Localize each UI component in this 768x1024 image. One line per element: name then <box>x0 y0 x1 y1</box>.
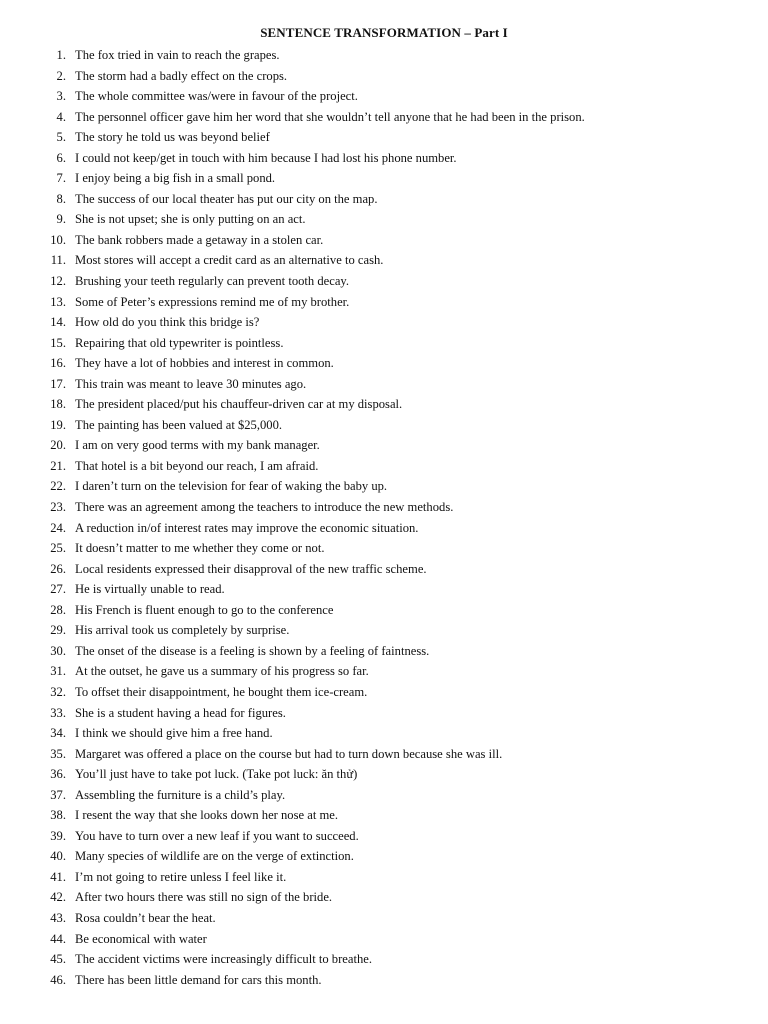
item-text: I’m not going to retire unless I feel like it. <box>75 869 287 884</box>
item-text: There has been little demand for cars this month. <box>75 972 322 987</box>
item-number: 14. <box>50 315 66 330</box>
list-item <box>36 723 736 744</box>
item-number: 23. <box>50 500 66 515</box>
item-number: 26. <box>50 561 66 576</box>
list-item <box>36 887 736 908</box>
item-number: 46. <box>50 972 66 987</box>
item-number: 19. <box>50 417 66 432</box>
list-item <box>36 107 736 128</box>
list-item <box>36 435 736 456</box>
item-number: 17. <box>50 376 66 391</box>
list-item <box>36 908 736 929</box>
list-item <box>36 497 736 518</box>
list-item <box>36 929 736 950</box>
item-number: 29. <box>50 623 66 638</box>
item-text: The story he told us was beyond belief <box>75 130 270 145</box>
list-item <box>36 209 736 230</box>
list-item <box>36 867 736 888</box>
list-item <box>36 579 736 600</box>
item-text: I enjoy being a big fish in a small pond. <box>75 171 276 186</box>
list-item <box>36 538 736 559</box>
item-text: Most stores will accept a credit card as an alternative to cash. <box>75 253 384 268</box>
list-item <box>36 333 736 354</box>
item-number: 30. <box>50 643 66 658</box>
item-number: 39. <box>50 828 66 843</box>
item-number: 8. <box>56 191 66 206</box>
item-number: 13. <box>50 294 66 309</box>
list-item <box>36 168 736 189</box>
item-text: How old do you think this bridge is? <box>75 315 260 330</box>
item-text: She is not upset; she is only putting on an act. <box>75 212 306 227</box>
list-item <box>36 148 736 169</box>
item-text: The painting has been valued at $25,000. <box>75 417 283 432</box>
list-item <box>36 970 736 991</box>
item-text: The onset of the disease is a feeling is shown by a feeling of faintness. <box>75 643 430 658</box>
list-item <box>36 353 736 374</box>
item-text: She is a student having a head for figures. <box>75 705 286 720</box>
list-item <box>36 600 736 621</box>
list-item <box>36 189 736 210</box>
page-title: SENTENCE TRANSFORMATION – Part I <box>260 25 508 40</box>
list-item <box>36 641 736 662</box>
item-text: I think we should give him a free hand. <box>75 726 273 741</box>
item-number: 4. <box>56 109 66 124</box>
item-number: 25. <box>50 541 66 556</box>
item-text: I could not keep/get in touch with him because I had lost his phone number. <box>75 150 457 165</box>
item-number: 3. <box>56 89 66 104</box>
list-item <box>36 312 736 333</box>
item-text: The whole committee was/were in favour of the project. <box>75 89 358 104</box>
item-text: Brushing your teeth regularly can prevent tooth decay. <box>75 274 350 289</box>
list-item <box>36 559 736 580</box>
list-item <box>36 292 736 313</box>
list-item <box>36 230 736 251</box>
item-number: 35. <box>50 746 66 761</box>
item-number: 42. <box>50 890 66 905</box>
list-item <box>36 949 736 970</box>
list-item <box>36 45 736 66</box>
item-number: 32. <box>50 684 66 699</box>
list-item <box>36 764 736 785</box>
list-item <box>36 826 736 847</box>
item-text: There was an agreement among the teachers to introduce the new methods. <box>75 500 454 515</box>
item-text: To offset their disappointment, he bought them ice-cream. <box>75 684 368 699</box>
list-item <box>36 476 736 497</box>
item-number: 7. <box>56 171 66 186</box>
item-number: 36. <box>50 767 66 782</box>
item-text: This train was meant to leave 30 minutes ago. <box>75 376 307 391</box>
item-text: Local residents expressed their disapproval of the new traffic scheme. <box>75 561 427 576</box>
item-text: I am on very good terms with my bank manager. <box>75 438 320 453</box>
list-item <box>36 456 736 477</box>
item-number: 33. <box>50 705 66 720</box>
item-text: The president placed/put his chauffeur-driven car at my disposal. <box>75 397 403 412</box>
item-number: 16. <box>50 356 66 371</box>
item-text: Rosa couldn’t bear the heat. <box>75 910 216 925</box>
item-text: That hotel is a bit beyond our reach, I am afraid. <box>75 458 319 473</box>
list-item <box>36 271 736 292</box>
item-text: His French is fluent enough to go to the conference <box>75 602 334 617</box>
list-item <box>36 66 736 87</box>
item-text: I daren’t turn on the television for fear of waking the baby up. <box>75 479 388 494</box>
item-text: The storm had a badly effect on the crops. <box>75 68 288 83</box>
item-number: 15. <box>50 335 66 350</box>
item-number: 21. <box>50 458 66 473</box>
item-text: After two hours there was still no sign of the bride. <box>75 890 333 905</box>
item-text: Assembling the furniture is a child’s play. <box>75 787 286 802</box>
list-item <box>36 805 736 826</box>
list-item <box>36 250 736 271</box>
item-number: 11. <box>50 253 66 268</box>
item-number: 31. <box>50 664 66 679</box>
list-item <box>36 846 736 867</box>
item-text: He is virtually unable to read. <box>75 582 225 597</box>
item-number: 40. <box>50 849 66 864</box>
item-number: 12. <box>50 274 66 289</box>
item-number: 24. <box>50 520 66 535</box>
item-text: I resent the way that she looks down her nose at me. <box>75 808 338 823</box>
item-number: 18. <box>50 397 66 412</box>
item-text: His arrival took us completely by surprise. <box>75 623 290 638</box>
item-number: 44. <box>50 931 66 946</box>
item-number: 37. <box>50 787 66 802</box>
item-number: 41. <box>50 869 66 884</box>
sentence-list <box>36 45 736 990</box>
item-text: A reduction in/of interest rates may improve the economic situation. <box>75 520 419 535</box>
item-text: The fox tried in vain to reach the grapes. <box>75 48 280 62</box>
item-number: 28. <box>50 602 66 617</box>
list-item <box>36 394 736 415</box>
list-item <box>36 86 736 107</box>
item-number: 22. <box>50 479 66 494</box>
list-item <box>36 682 736 703</box>
item-text: The personnel officer gave him her word that she wouldn’t tell anyone that he had been in the prison. <box>75 109 585 124</box>
item-text: Many species of wildlife are on the verge of extinction. <box>75 849 354 864</box>
list-item <box>36 785 736 806</box>
item-number: 5. <box>56 130 66 145</box>
item-text: Some of Peter’s expressions remind me of my brother. <box>75 294 350 309</box>
item-number: 2. <box>56 68 66 83</box>
item-number: 20. <box>50 438 66 453</box>
item-text: At the outset, he gave us a summary of his progress so far. <box>75 664 369 679</box>
list-item <box>36 518 736 539</box>
list-item <box>36 415 736 436</box>
list-item <box>36 661 736 682</box>
list-item <box>36 127 736 148</box>
item-number: 43. <box>50 910 66 925</box>
list-item <box>36 374 736 395</box>
item-text: The bank robbers made a getaway in a stolen car. <box>75 232 324 247</box>
item-text: You have to turn over a new leaf if you want to succeed. <box>75 828 359 843</box>
item-number: 6. <box>56 150 66 165</box>
item-text: Margaret was offered a place on the course but had to turn down because she was ill. <box>75 746 503 761</box>
item-text: The accident victims were increasingly difficult to breathe. <box>75 952 373 967</box>
list-item <box>36 620 736 641</box>
item-number: 27. <box>50 582 66 597</box>
item-number: 38. <box>50 808 66 823</box>
item-number: 45. <box>50 952 66 967</box>
item-text: Be economical with water <box>75 931 207 946</box>
item-text: You’ll just have to take pot luck. (Take pot luck: ăn thử) <box>75 767 358 782</box>
item-number: 9. <box>56 212 66 227</box>
item-text: It doesn’t matter to me whether they come or not. <box>75 541 325 556</box>
item-text: Repairing that old typewriter is pointless. <box>75 335 284 350</box>
item-text: The success of our local theater has put our city on the map. <box>75 191 378 206</box>
item-text: They have a lot of hobbies and interest in common. <box>75 356 334 371</box>
item-number: 1. <box>56 48 66 62</box>
list-item <box>36 744 736 765</box>
item-number: 10. <box>50 232 66 247</box>
list-item <box>36 703 736 724</box>
item-number: 34. <box>50 726 66 741</box>
